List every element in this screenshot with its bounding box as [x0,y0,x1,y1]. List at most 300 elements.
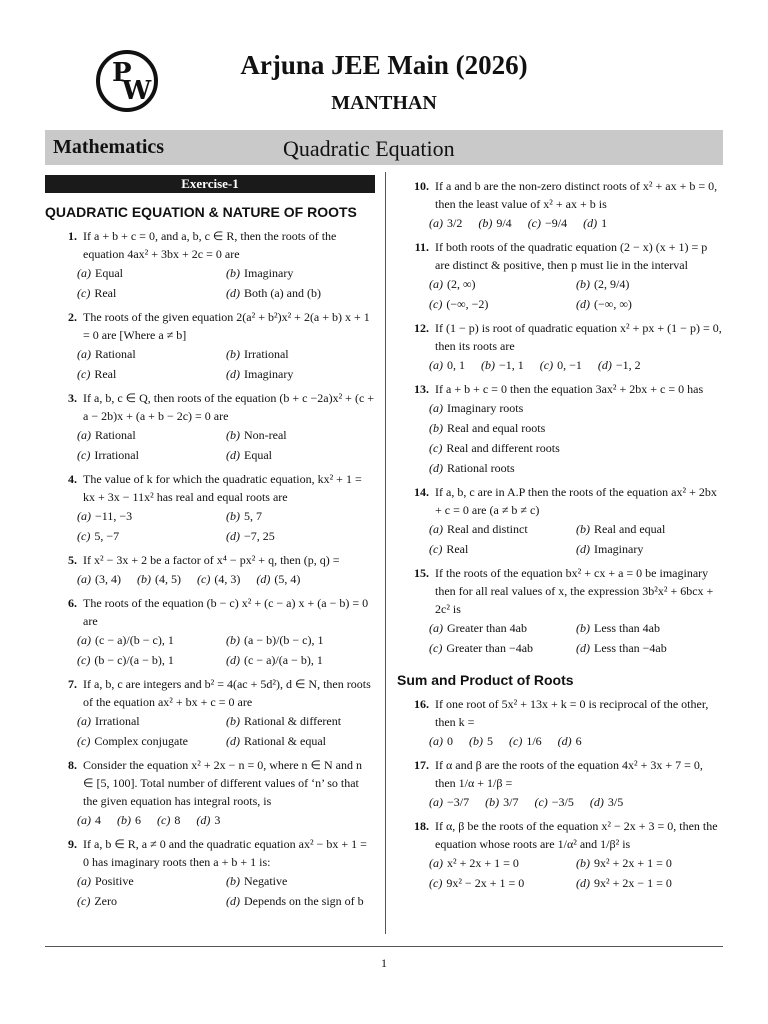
answer-option [429,618,576,638]
answer-option [429,274,576,294]
option-text: 4 [95,813,101,827]
answer-option [481,355,524,375]
question-text: If a, b ∈ R, a ≠ 0 and the quadratic equation ax² − bx + 1 = 0 has imaginary roots then a + b + 1 is: [83,837,367,869]
option-text: 3 [214,813,221,827]
option-letter: (d) [557,734,572,748]
option-text: Imaginary [244,367,294,381]
option-letter: (b) [576,856,590,870]
option-text: (2, ∞) [447,277,476,291]
question-number: 9. [68,837,77,851]
option-letter: (b) [226,266,240,280]
option-letter: (b) [481,358,495,372]
option-letter: (a) [77,874,91,888]
option-list [77,425,375,465]
question-text: If a and b are the non-zero distinct roots of x² + ax + b = 0, then the least value of x² + ax + b is [435,179,718,211]
subject-label: Mathematics [53,136,165,158]
page-subtitle: MANTHAN [331,92,437,114]
option-text: Positive [95,874,134,888]
option-text: Zero [94,894,117,908]
answer-option [478,213,511,233]
option-letter: (b) [226,714,240,728]
option-letter: (b) [478,216,493,230]
question-text: If a, b, c ∈ Q, then roots of the equation (b + c −2a)x² + (c + a − 2b)x + (a + b − 2c) = 0 are [83,391,375,423]
question-number: 2. [68,310,77,324]
option-list [429,792,723,812]
option-letter: (d) [589,795,604,809]
question-text: The value of k for which the quadratic equation, kx² + 1 = kx + 3x − 11x² has real and equal roots are [83,472,362,504]
option-list [429,398,723,478]
option-text: Imaginary roots [447,401,524,415]
option-text: Imaginary [244,266,294,280]
option-text: Imaginary [594,542,644,556]
option-letter: (c) [197,572,211,586]
question-text: If a, b, c are in A.P then the roots of the equation ax² + 2bx + c = 0 are (a ≠ b ≠ c) [435,485,717,517]
answer-option [77,344,226,364]
option-list [77,810,375,830]
option-letter: (b) [226,428,240,442]
option-letter: (d) [226,734,240,748]
answer-option [77,871,226,891]
option-text: 6 [575,734,582,748]
question-text: The roots of the given equation 2(a² + b²)x² + 2(a + b) x + 1 = 0 are [Where a ≠ b] [83,310,370,342]
option-text: 9/4 [496,216,512,230]
answer-option [576,618,723,638]
option-text: (−∞, −2) [446,297,489,311]
answer-option [429,438,723,458]
answer-option [429,458,723,478]
answer-option [226,425,375,445]
option-text: 1 [601,216,608,230]
option-text: Less than 4ab [594,621,660,635]
answer-option [226,630,375,650]
option-text: Real and distinct [447,522,528,536]
subject-bar [45,130,723,165]
option-letter: (c) [77,894,91,908]
answer-option [509,731,542,751]
question [45,227,375,306]
option-letter: (a) [429,358,443,372]
answer-option [429,539,576,559]
option-text: −3/5 [551,795,574,809]
question-text: If x² − 3x + 2 be a factor of x⁴ − px² + q, then (p, q) = [83,553,340,567]
option-letter: (c) [77,529,91,543]
answer-option [598,355,641,375]
footer-rule [45,946,723,947]
question [397,756,723,815]
option-list [77,263,375,303]
answer-option [77,630,226,650]
option-letter: (b) [469,734,483,748]
option-letter: (d) [583,216,598,230]
answer-option [576,519,723,539]
option-letter: (a) [429,401,443,415]
option-list [429,274,723,314]
answer-option [196,810,220,830]
option-text: 0 [447,734,453,748]
option-text: 3/7 [503,795,519,809]
answer-option [226,891,375,911]
question [397,319,723,378]
logo-letter-w: W [122,76,152,106]
question [45,675,375,754]
option-text: 3/5 [607,795,624,809]
left-column [45,175,375,914]
question-text: If both roots of the quadratic equation (2 − x) (x + 1) = p are distinct & positive, then p must lie in the interval [435,240,708,272]
option-text: Rational & different [244,714,342,728]
option-text: 5, 7 [244,509,262,523]
question-text: If α, β be the roots of the equation x² − 2x + 3 = 0, then the equation whose roots are 1/α² and 1/β² is [435,819,718,851]
option-letter: (c) [157,813,171,827]
option-text: x² + 2x + 1 = 0 [447,856,519,870]
question [397,177,723,236]
option-letter: (b) [576,621,590,635]
option-text: 9x² − 2x + 1 = 0 [446,876,525,890]
option-text: Irrational [244,347,289,361]
page-number: 1 [381,956,387,970]
option-letter: (b) [226,509,240,523]
answer-option [576,853,723,873]
option-text: 8 [174,813,181,827]
option-text: −7, 25 [244,529,275,543]
option-text: (b − c)/(a − b), 1 [94,653,174,667]
question-number: 16. [414,697,429,711]
option-text: Rational [95,347,136,361]
question-text: If one root of 5x² + 13x + k = 0 is reciprocal of the other, then k = [435,697,709,729]
answer-option [77,364,226,384]
page-title: Arjuna JEE Main (2026) [240,50,528,80]
option-letter: (c) [429,542,443,556]
question-number: 15. [414,566,429,580]
option-text: Real and different roots [446,441,560,455]
option-letter: (a) [77,572,91,586]
option-letter: (a) [429,522,443,536]
question-number: 11. [414,240,429,254]
option-letter: (a) [429,795,443,809]
question [397,483,723,562]
question-text: If a, b, c are integers and b² = 4(ac + 5d²), d ∈ N, then roots of the equation ax² + bx + c = 0 are [83,677,371,709]
option-text: −9/4 [545,216,568,230]
option-letter: (d) [576,542,590,556]
answer-option [429,873,576,893]
option-letter: (b) [576,522,590,536]
option-letter: (a) [77,633,91,647]
option-letter: (a) [77,428,91,442]
option-text: Non-real [244,428,287,442]
section-heading-nature-of-roots: QUADRATIC EQUATION & NATURE OF ROOTS [45,204,357,220]
option-text: 6 [135,813,141,827]
option-letter: (c) [77,734,91,748]
option-text: 1/6 [526,734,542,748]
option-letter: (b) [117,813,131,827]
answer-option [77,425,226,445]
option-text: Irrational [95,714,140,728]
option-text: Complex conjugate [94,734,188,748]
column-divider [385,172,386,934]
answer-option [226,344,375,364]
option-letter: (d) [256,572,271,586]
question-number: 13. [414,382,429,396]
option-text: (c − a)/(a − b), 1 [244,653,323,667]
answer-option [77,711,226,731]
answer-option [226,506,375,526]
question-number: 4. [68,472,77,486]
question [45,389,375,468]
option-text: 5 [487,734,493,748]
question-number: 14. [414,485,429,499]
option-letter: (c) [534,795,548,809]
question [45,308,375,387]
option-text: Real [446,542,469,556]
question-text: Consider the equation x² + 2x − n = 0, where n ∈ N and n ∈ [5, 100]. Total number of different values of ‘n’ so that the given equation has integral roots, is [83,758,362,808]
option-letter: (d) [226,529,240,543]
answer-option [117,810,141,830]
answer-option [583,213,607,233]
option-letter: (b) [226,633,240,647]
answer-option [226,263,375,283]
question-number: 10. [414,179,429,193]
answer-option [558,731,582,751]
option-text: −1, 2 [615,358,641,372]
question-number: 12. [414,321,429,335]
question [45,835,375,914]
option-letter: (b) [137,572,151,586]
option-letter: (c) [77,448,91,462]
option-letter: (d) [597,358,612,372]
answer-option [226,526,375,546]
option-letter: (a) [77,813,91,827]
option-list [429,519,723,559]
option-text: (5, 4) [274,572,301,586]
option-text: Real and equal [594,522,666,536]
option-text: (a − b)/(b − c), 1 [244,633,324,647]
option-letter: (d) [226,286,240,300]
question-text: If (1 − p) is root of quadratic equation x² + px + (1 − p) = 0, then its roots are [435,321,722,353]
option-list [429,618,723,658]
option-text: Equal [95,266,123,280]
option-letter: (c) [429,876,443,890]
option-text: (3, 4) [95,572,121,586]
answer-option [469,731,493,751]
answer-option [534,792,573,812]
option-list [77,711,375,751]
question [397,564,723,661]
option-letter: (d) [429,461,443,475]
option-letter: (d) [576,297,590,311]
answer-option [77,650,226,670]
option-text: Rational roots [447,461,515,475]
question [397,380,723,481]
option-letter: (c) [509,734,523,748]
answer-option [226,871,375,891]
option-list [429,731,723,751]
question [45,551,375,592]
question-number: 1. [68,229,77,243]
option-list [77,506,375,546]
option-letter: (c) [77,653,91,667]
option-letter: (a) [77,266,91,280]
right-column [397,175,723,896]
option-text: 9x² + 2x + 1 = 0 [594,856,672,870]
answer-option [576,539,723,559]
option-list [429,355,723,375]
option-text: Less than −4ab [594,641,667,655]
option-text: 0, −1 [557,358,582,372]
option-text: Real [94,286,117,300]
option-letter: (b) [226,874,240,888]
question [45,470,375,549]
answer-option [576,638,723,658]
answer-option [77,569,121,589]
option-letter: (c) [527,216,542,230]
question-number: 7. [68,677,77,691]
option-text: −1, 1 [499,358,524,372]
option-list [77,871,375,911]
question [45,756,375,833]
option-letter: (a) [77,347,91,361]
option-letter: (c) [539,358,554,372]
answer-option [528,213,567,233]
option-list [429,213,723,233]
option-text: −3/7 [447,795,470,809]
answer-option [226,711,375,731]
question-text: The roots of the equation (b − c) x² + (c − a) x + (a − b) = 0 are [83,596,369,628]
answer-option [429,294,576,314]
option-text: Both (a) and (b) [244,286,321,300]
question-number: 3. [68,391,77,405]
answer-option [485,792,518,812]
option-text: (c − a)/(b − c), 1 [95,633,174,647]
answer-option [429,638,576,658]
answer-option [429,853,576,873]
question [45,594,375,673]
answer-option [429,418,723,438]
answer-option [429,213,462,233]
option-text: −11, −3 [95,509,133,523]
option-text: (4, 5) [155,572,181,586]
answer-option [137,569,181,589]
option-letter: (b) [485,795,500,809]
option-text: Rational & equal [244,734,326,748]
question-text: If a + b + c = 0, and a, b, c ∈ R, then the roots of the equation 4ax² + 3bx + 2c = 0 are [83,229,337,261]
option-text: Depends on the sign of b [244,894,364,908]
option-list [429,853,723,893]
option-letter: (a) [77,509,91,523]
option-text: Greater than −4ab [446,641,534,655]
answer-option [77,506,226,526]
right-question-list-a [397,177,723,661]
option-letter: (c) [77,367,91,381]
answer-option [576,274,723,294]
option-text: (4, 3) [214,572,241,586]
option-text: Negative [244,874,288,888]
left-question-list [45,227,375,914]
question-number: 6. [68,596,77,610]
answer-option [226,283,375,303]
option-letter: (d) [196,813,211,827]
option-text: 0, 1 [447,358,465,372]
option-letter: (d) [226,448,240,462]
option-letter: (c) [429,297,443,311]
answer-option [77,445,226,465]
answer-option [576,873,723,893]
option-letter: (b) [226,347,240,361]
answer-option [157,810,180,830]
right-question-list-b [397,695,723,896]
answer-option [197,569,240,589]
option-letter: (c) [429,441,443,455]
answer-option [429,731,453,751]
option-letter: (d) [226,653,240,667]
option-letter: (c) [77,286,91,300]
option-letter: (b) [576,277,590,291]
answer-option [590,792,623,812]
option-text: 9x² + 2x − 1 = 0 [594,876,672,890]
question [397,817,723,896]
option-list [77,630,375,670]
answer-option [429,519,576,539]
answer-option [576,294,723,314]
answer-option [429,792,469,812]
question-number: 8. [68,758,77,772]
question-number: 18. [414,819,429,833]
option-letter: (d) [226,367,240,381]
answer-option [429,355,465,375]
logo-letter-p: P [112,58,132,88]
option-letter: (d) [226,894,240,908]
answer-option [540,355,582,375]
option-letter: (c) [429,641,443,655]
answer-option [77,731,226,751]
exercise-heading: Exercise-1 [45,175,375,193]
question-text: If the roots of the equation bx² + cx + a = 0 be imaginary then for all real values of x, the expression 3b²x² + 6bcx + 2c² is [435,566,714,616]
option-letter: (a) [429,216,443,230]
option-letter: (d) [576,876,590,890]
answer-option [77,810,101,830]
option-letter: (a) [429,734,443,748]
answer-option [226,731,375,751]
option-text: Real [94,367,117,381]
answer-option [256,569,300,589]
option-text: 3/2 [447,216,463,230]
option-text: (2, 9/4) [594,277,630,291]
option-text: Rational [95,428,136,442]
option-letter: (a) [429,277,443,291]
option-letter: (a) [77,714,91,728]
option-letter: (b) [429,421,443,435]
section-heading-sum-product: Sum and Product of Roots [397,672,574,688]
question [397,238,723,317]
option-list [77,569,375,589]
question [397,695,723,754]
answer-option [77,526,226,546]
answer-option [77,263,226,283]
option-letter: (d) [576,641,590,655]
answer-option [77,891,226,911]
option-text: Irrational [94,448,139,462]
answer-option [77,283,226,303]
question-number: 17. [414,758,429,772]
topic-label: Quadratic Equation [283,136,455,161]
answer-option [429,398,723,418]
option-letter: (a) [429,621,443,635]
question-text: If a + b + c = 0 then the equation 3ax² + 2bx + c = 0 has [435,382,704,396]
question-text: If α and β are the roots of the equation 4x² + 3x + 7 = 0, then 1/α + 1/β = [435,758,703,790]
option-text: 5, −7 [94,529,120,543]
option-text: (−∞, ∞) [594,297,632,311]
option-text: Equal [244,448,272,462]
option-letter: (a) [429,856,443,870]
option-list [77,344,375,384]
